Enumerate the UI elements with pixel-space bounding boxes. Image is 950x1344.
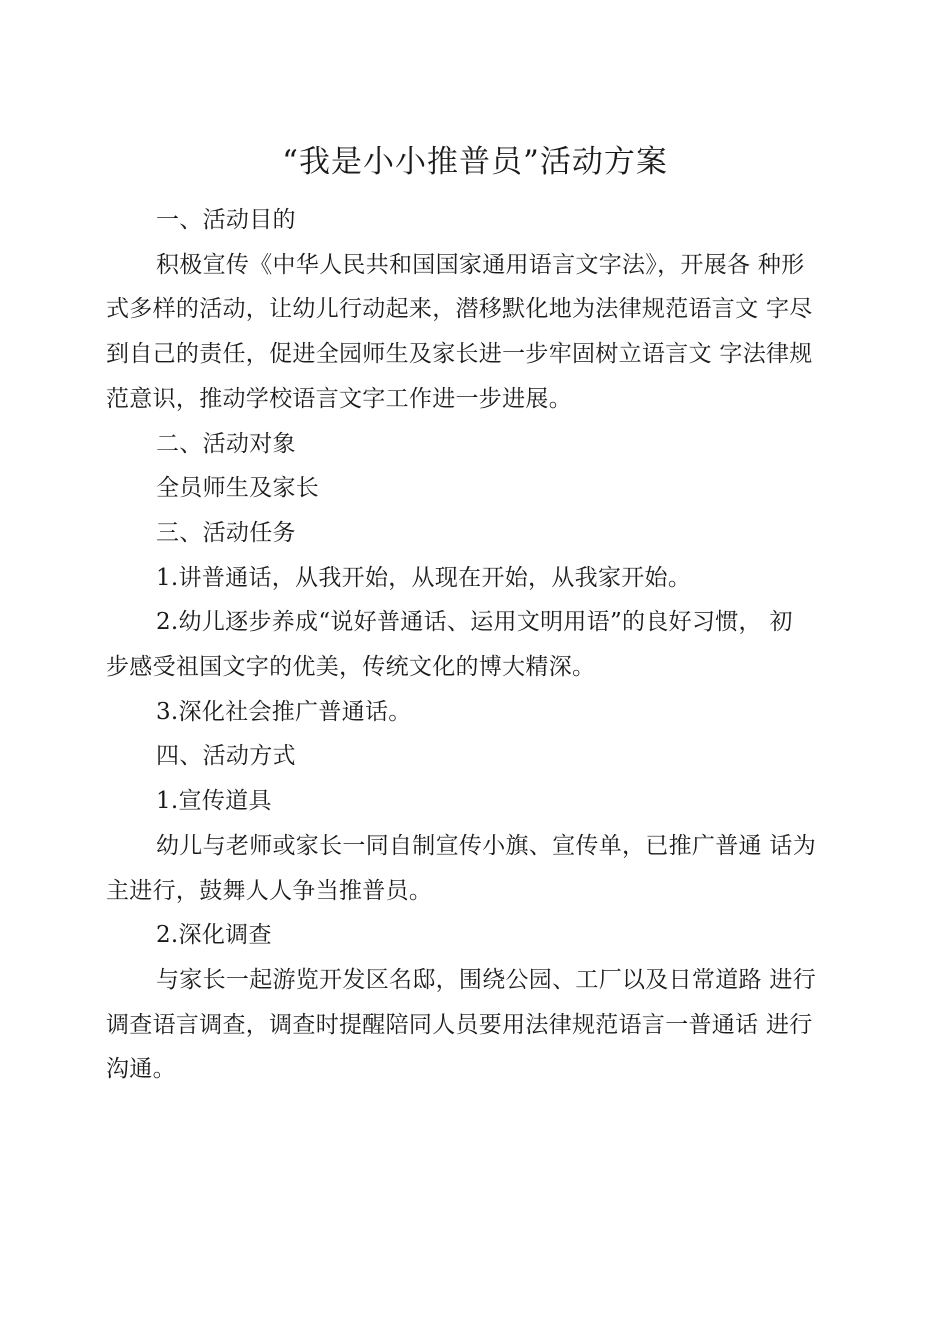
body-line: 幼儿与老师或家长一同自制宣传小旗、宣传单，已推广普通 话为 xyxy=(156,832,817,859)
body-line: 积极宣传《中华人民共和国国家通用语言文字法》，开展各 种形 xyxy=(156,251,805,278)
body-line: 一、活动目的 xyxy=(156,207,296,233)
body-line: 到自己的责任，促进全园师生及家长进一步牢固树立语言文 字法律规 xyxy=(106,341,813,368)
body-line: 调查语言调查，调查时提醒陪同人员要用法律规范语言一普通话 进行 xyxy=(106,1011,813,1038)
body-line: 1.宣传道具 xyxy=(156,788,272,815)
body-line: 全员师生及家长 xyxy=(156,475,320,502)
body-line: 二、活动对象 xyxy=(156,430,296,457)
body-line: 3.深化社会推广普通话。 xyxy=(156,698,412,725)
body-line: 2.深化调查 xyxy=(156,922,272,949)
document-body xyxy=(106,198,858,1092)
body-line: 三、活动任务 xyxy=(156,519,296,546)
document-title: “我是小小推普员”活动方案 xyxy=(282,144,668,180)
body-line: 沟通。 xyxy=(106,1056,176,1083)
body-line: 步感受祖国文字的优美，传统文化的博大精深。 xyxy=(106,654,596,681)
body-line: 范意识，推动学校语言文字工作进一步进展。 xyxy=(106,385,572,412)
body-line: 1.讲普通话，从我开始，从现在开始，从我家开始。 xyxy=(156,564,692,591)
body-line: 2.幼儿逐步养成“说好普通话、运用文明用语”的良好习惯， 初 xyxy=(156,609,793,636)
body-line: 式多样的活动，让幼儿行动起来，潜移默化地为法律规范语言文 字尽 xyxy=(106,296,813,323)
body-line: 与家长一起游览开发区名邸，围绕公园、工厂以及日常道路 进行 xyxy=(156,966,817,993)
body-line: 主进行，鼓舞人人争当推普员。 xyxy=(106,877,433,904)
body-line: 四、活动方式 xyxy=(156,743,296,770)
